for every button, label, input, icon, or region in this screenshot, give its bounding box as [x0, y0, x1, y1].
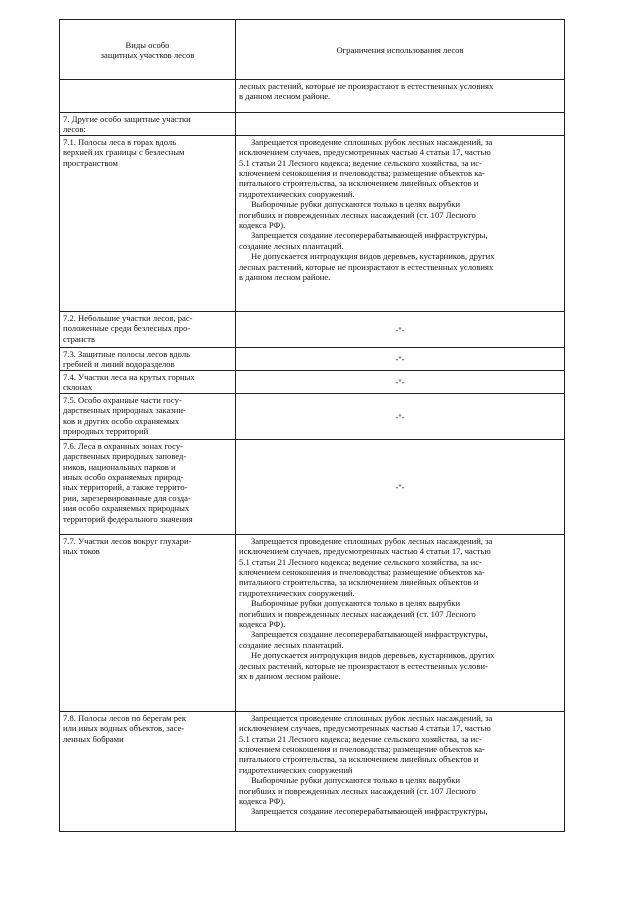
restriction-line: гидротехнических сооружений	[239, 764, 353, 775]
zone-type-line: верхней их границы с безлесным	[63, 147, 185, 158]
zone-type-line: или иных водных объектов, засе-	[63, 723, 185, 734]
restriction-paragraph	[239, 251, 561, 282]
restriction-line: создание лесных плантаций.	[239, 639, 344, 650]
restriction-line: гидротехнических сооружений.	[239, 587, 355, 598]
zone-type-cell	[60, 347, 236, 370]
restriction-line: ях в данном лесном районе.	[239, 671, 341, 682]
restriction-paragraph	[239, 199, 561, 230]
restriction-line: Выборочные рубки допускаются только в целях вырубки	[251, 598, 461, 609]
restriction-line: Не допускается интродукция видов деревьев, кустарников, других	[251, 650, 495, 661]
zone-type-line: ленных бобрами	[63, 733, 124, 744]
zone-type-cell	[60, 393, 236, 439]
zone-type-line: 7.2. Небольшие участки лесов, рас-	[63, 312, 193, 323]
restriction-paragraph	[239, 137, 561, 199]
zone-type-line: 7. Другие особо защитные участки	[63, 114, 191, 124]
table-row	[60, 370, 565, 393]
table-body	[60, 80, 565, 832]
restriction-line: питального строительства, за исключением линейных объектов и	[239, 577, 479, 588]
forest-restrictions-table	[59, 19, 565, 832]
restriction-paragraph	[239, 713, 561, 775]
header-restrictions: Ограничения использования лесов	[236, 20, 565, 80]
zone-type-line: 7.5. Особо охранные части госу-	[63, 394, 182, 405]
restriction-line: гидротехнических сооружений.	[239, 188, 355, 199]
restriction-line: в данном лесном районе.	[239, 91, 331, 102]
restriction-line: Запрещается проведение сплошных рубок лесных насаждений, за	[251, 535, 493, 546]
zone-type-line: ния особо охраняемых природных	[63, 503, 190, 514]
restriction-line: Запрещается создание лесоперерабатывающей инфраструктуры,	[251, 806, 488, 817]
restriction-line: Выборочные рубки допускаются только в целях вырубки	[251, 775, 461, 786]
table-header-row	[60, 20, 565, 80]
restrictions-cell	[236, 711, 565, 831]
header-line: Виды особо	[125, 39, 170, 50]
ditto-mark: -"-	[236, 347, 565, 370]
zone-type-cell	[60, 113, 236, 136]
zone-type-cell	[60, 534, 236, 711]
restriction-line: погибших и поврежденных лесных насаждений (ст. 107 Лесного	[239, 608, 476, 619]
restrictions-cell	[236, 113, 565, 136]
zone-type-line: ных токов	[63, 546, 100, 557]
zone-type-line: склонах	[63, 382, 93, 393]
restriction-line: Запрещается создание лесоперерабатывающей инфраструктуры,	[251, 629, 488, 640]
restriction-line: лесных растений, которые не произрастают в естественных условиях	[239, 81, 494, 91]
restriction-line: ключением сенокошения и пчеловодства; размещение объектов ка-	[239, 744, 485, 755]
table-row	[60, 80, 565, 113]
zone-type-cell	[60, 80, 236, 113]
zone-type-line: дарственных природных заказни-	[63, 405, 186, 416]
ditto-mark: -"-	[236, 311, 565, 347]
zone-type-cell	[60, 711, 236, 831]
restriction-line: 5.1 статьи 21 Лесного кодекса; ведение сельского хозяйства, за ис-	[239, 556, 482, 567]
table-row	[60, 534, 565, 711]
restriction-line: исключением случаев, предусмотренных частью 4 статьи 17, частью	[239, 723, 491, 734]
restrictions-cell	[236, 80, 565, 113]
restriction-line: ключением сенокошения и пчеловодства; размещение объектов ка-	[239, 567, 485, 578]
restriction-line: погибших и поврежденных лесных насаждений (ст. 107 Лесного	[239, 209, 476, 220]
ditto-mark: -"-	[236, 439, 565, 534]
table-row	[60, 311, 565, 347]
zone-type-line: 7.8. Полосы лесов по берегам рек	[63, 712, 187, 723]
zone-type-cell	[60, 370, 236, 393]
zone-type-line: 7.7. Участки лесов вокруг глухари-	[63, 535, 192, 546]
restriction-line: 5.1 статьи 21 Лесного кодекса; ведение сельского хозяйства, за ис-	[239, 157, 482, 168]
table-row	[60, 393, 565, 439]
table-row	[60, 135, 565, 311]
restriction-line: 5.1 статьи 21 Лесного кодекса; ведение сельского хозяйства, за ис-	[239, 733, 482, 744]
zone-type-line: ных территорий, а также террито-	[63, 482, 188, 493]
zone-type-line: природных территорий	[63, 426, 149, 437]
zone-type-line: дарственных природных заповед-	[63, 451, 187, 462]
zone-type-line: 7.4. Участки леса на крутых горных	[63, 371, 195, 382]
zone-type-line: 7.6. Леса в охранных зонах госу-	[63, 440, 184, 451]
restriction-paragraph	[239, 629, 561, 650]
ditto-mark: -"-	[236, 393, 565, 439]
restriction-paragraph	[239, 230, 561, 251]
zone-type-line: лесов:	[63, 124, 86, 135]
zone-type-line: положенные среди безлесных про-	[63, 323, 191, 334]
restriction-line: Запрещается создание лесоперерабатывающей инфраструктуры,	[251, 230, 488, 241]
restriction-line: Запрещается проведение сплошных рубок лесных насаждений, за	[251, 136, 493, 147]
restriction-line: питального строительства, за исключением линейных объектов и	[239, 178, 479, 189]
restriction-line: кодекса РФ).	[239, 796, 286, 807]
zone-type-line: ников, национальных парков и	[63, 461, 176, 472]
zone-type-cell	[60, 311, 236, 347]
restriction-line: создание лесных плантаций.	[239, 240, 344, 251]
restriction-line: лесных растений, которые не произрастают в естественных условиях	[239, 261, 494, 272]
zone-type-line: 7.3. Защитные полосы лесов вдоль	[63, 348, 191, 359]
restriction-paragraph	[239, 81, 561, 102]
zone-type-cell	[60, 135, 236, 311]
restriction-paragraph	[239, 650, 561, 681]
header-zone-types	[60, 20, 236, 80]
restriction-paragraph	[239, 806, 561, 816]
restriction-paragraph	[239, 775, 561, 806]
restriction-paragraph	[239, 536, 561, 598]
table-row	[60, 113, 565, 136]
table-row	[60, 439, 565, 534]
restriction-line: кодекса РФ).	[239, 619, 286, 630]
table-row	[60, 347, 565, 370]
zone-type-line: иных особо охраняемых природ-	[63, 472, 184, 483]
restriction-line: ключением сенокошения и пчеловодства; размещение объектов ка-	[239, 168, 485, 179]
zone-type-line: гребней и линий водоразделов	[63, 359, 175, 370]
header-line: защитных участков лесов	[100, 50, 195, 60]
restriction-line: Запрещается проведение сплошных рубок лесных насаждений, за	[251, 712, 493, 723]
restriction-paragraph	[239, 598, 561, 629]
zone-type-line: ков и других особо охраняемых	[63, 415, 180, 426]
restriction-line: питального строительства, за исключением линейных объектов и	[239, 754, 479, 765]
zone-type-line: территорий федерального значения	[63, 513, 193, 524]
restriction-line: исключением случаев, предусмотренных частью 4 статьи 17, частью	[239, 546, 491, 557]
zone-type-line: 7.1. Полосы леса в горах вдоль	[63, 136, 177, 147]
table-row	[60, 711, 565, 831]
restriction-line: погибших и поврежденных лесных насаждений (ст. 107 Лесного	[239, 785, 476, 796]
zone-type-line: рии, зарезервированные для созда-	[63, 492, 191, 503]
restriction-line: исключением случаев, предусмотренных частью 4 статьи 17, частью	[239, 147, 491, 158]
ditto-mark: -"-	[236, 370, 565, 393]
restriction-line: кодекса РФ).	[239, 220, 286, 231]
restriction-line: лесных растений, которые не произрастают в естественных услови-	[239, 660, 488, 671]
zone-type-cell	[60, 439, 236, 534]
zone-type-line: странств	[63, 333, 96, 344]
restriction-line: в данном лесном районе.	[239, 272, 331, 283]
restriction-line: Выборочные рубки допускаются только в целях вырубки	[251, 199, 461, 210]
restrictions-cell	[236, 534, 565, 711]
restriction-line: Не допускается интродукция видов деревьев, кустарников, других	[251, 251, 495, 262]
zone-type-line: пространством	[63, 157, 118, 168]
restrictions-cell	[236, 135, 565, 311]
